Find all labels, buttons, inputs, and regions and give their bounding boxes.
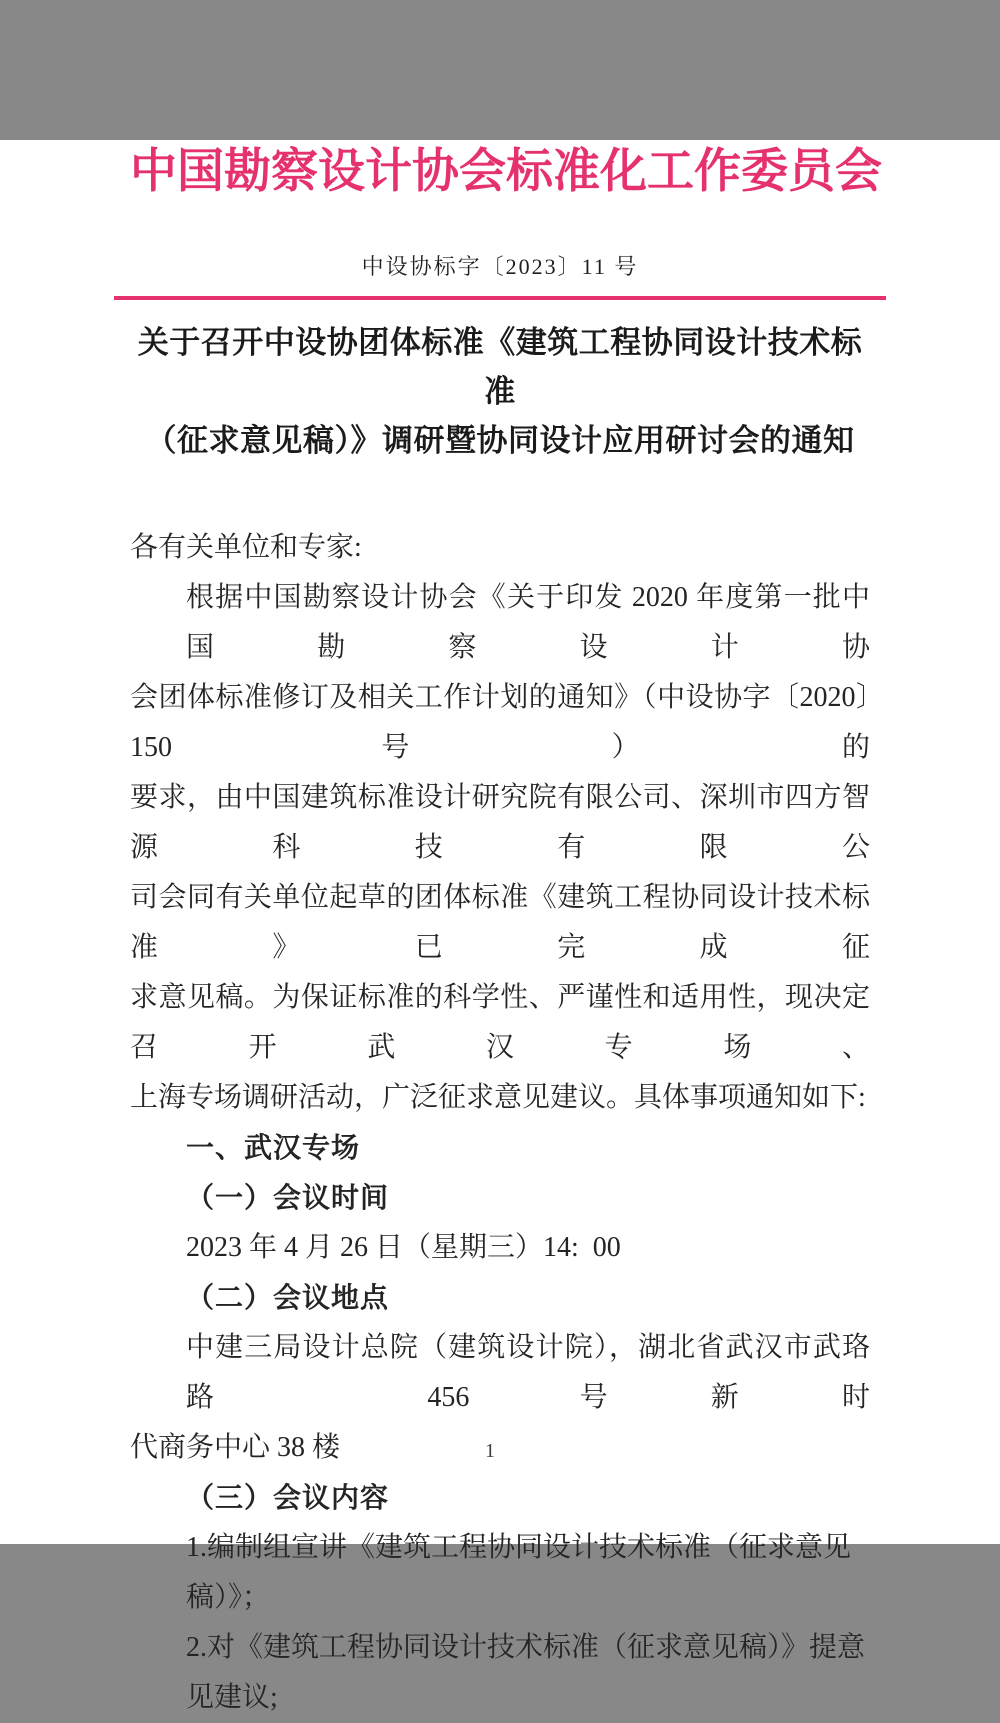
section-heading: 一、武汉专场 — [186, 1132, 361, 1163]
body-line: 2023 年 4 月 26 日（星期三）14: 00 — [186, 1232, 621, 1263]
body-line: 1.编制组宣讲《建筑工程协同设计技术标准（征求意见稿）》； — [186, 1532, 852, 1613]
doc-number: 中设协标字〔2023〕11 号 — [361, 254, 639, 279]
doc-title-line-1: 关于召开中设协团体标准《建筑工程协同设计技术标准 — [137, 325, 863, 409]
body-lines — [130, 523, 870, 1723]
body-line: 要求，由中国建筑标准设计研究院有限公司、深圳市四方智源科技有限公 — [130, 782, 870, 863]
body-line: 2.对《建筑工程协同设计技术标准（征求意见稿）》提意见建议; — [186, 1632, 866, 1713]
section-heading: （二）会议地点 — [186, 1282, 390, 1313]
page-number: 1 — [485, 1440, 495, 1462]
section-heading: （三）会议内容 — [186, 1482, 390, 1513]
header-divider-line — [114, 296, 886, 300]
body-line: 求意见稿。为保证标准的科学性、严谨性和适用性，现决定召开武汉专场、 — [130, 982, 870, 1063]
body-line: 上海专场调研活动，广泛征求意见建议。具体事项通知如下: — [130, 1082, 866, 1113]
section-heading: （一）会议时间 — [186, 1182, 390, 1213]
doc-title — [130, 318, 870, 465]
document-page — [0, 140, 1000, 1713]
body-line: 根据中国勘察设计协会《关于印发 2020 年度第一批中国勘察设计协 — [186, 582, 870, 663]
doc-title-line-2: （征求意见稿）》调研暨协同设计应用研讨会的通知 — [145, 423, 855, 458]
body-line: 各有关单位和专家: — [130, 532, 362, 563]
org-title: 中国勘察设计协会标准化工作委员会 — [130, 146, 882, 198]
body-line: 代商务中心 38 楼 — [130, 1432, 341, 1463]
body-line: 司会同有关单位起草的团体标准《建筑工程协同设计技术标准》已完成征 — [130, 882, 870, 963]
body-line: 会团体标准修订及相关工作计划的通知》（中设协字〔2020〕150 号）的 — [130, 682, 870, 763]
body-line: 中建三局设计总院（建筑设计院），湖北省武汉市武珞路 456 号新时 — [186, 1332, 870, 1413]
